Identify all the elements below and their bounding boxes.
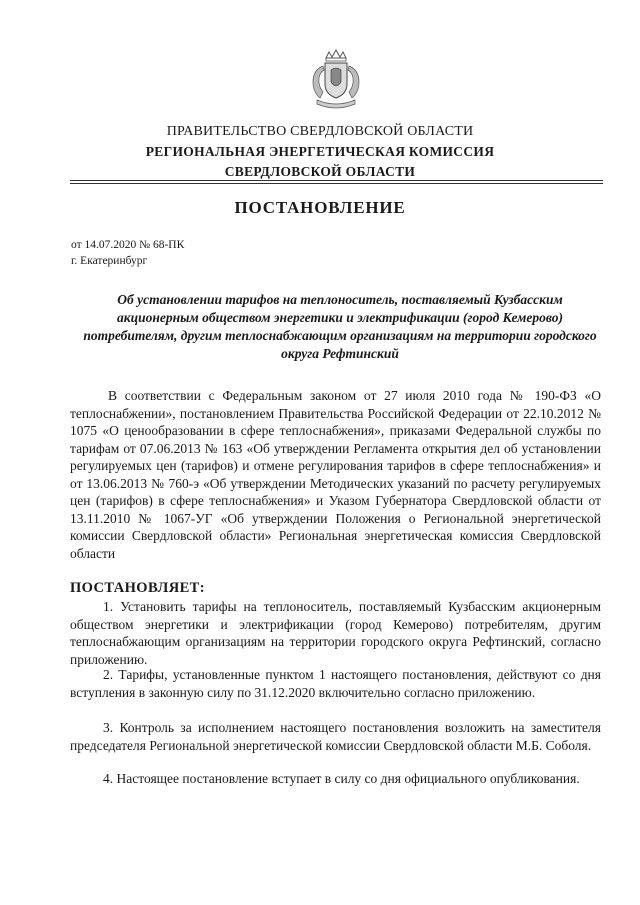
document-date-number: от 14.07.2020 № 68-ПК <box>71 239 185 251</box>
document-type-title: ПОСТАНОВЛЕНИЕ <box>234 198 406 217</box>
coat-of-arms-icon <box>303 48 369 114</box>
decree-item-4: 4. Настоящее постановление вступает в силу со дня официального опубликования. <box>103 771 580 786</box>
decree-item-1: 1. Установить тарифы на теплоноситель, поставляемый Кузбасским акционерным обществом энергетики и электрификации (город Кемерово) потребителям, другим теплоснабжающим организациям на территории городского округа Рефтинский, согласно приложению. <box>70 599 601 667</box>
header-divider-thin-2 <box>70 183 603 184</box>
decree-item-2: 2. Тарифы, установленные пунктом 1 настоящего постановления, действуют со дня вступления в законную силу по 31.12.2020 включительно согласно приложению. <box>70 667 601 700</box>
commission-name-line1: РЕГИОНАЛЬНАЯ ЭНЕРГЕТИЧЕСКАЯ КОМИССИЯ <box>145 144 495 159</box>
decree-item-3: 3. Контроль за исполнением настоящего постановления возложить на заместителя председателя Региональной энергетической комиссии Свердловской области М.Б. Соболя. <box>70 720 601 753</box>
header-divider-thin <box>70 180 603 181</box>
commission-name-line2: СВЕРДЛОВСКОЙ ОБЛАСТИ <box>224 164 416 179</box>
document-subject: Об установлении тарифов на теплоноситель, поставляемый Кузбасским акционерным обществом энергетики и электрификации (город Кемерово) потребителям, другим теплоснабжающим организациям на территории городского округа Рефтинский <box>83 292 597 361</box>
preamble-paragraph: В соответствии с Федеральным законом от 27 июля 2010 года № 190-ФЗ «О теплоснабжении», постановлением Правительства Российской Федерации от 22.10.2012 № 1075 «О ценообразовании в сфере теплоснабжения», приказами Федеральной службы по тарифам от 07.06.2013 № 163 «Об утверждении Регламента открытия дел об установлении регулируемых цен (тарифов) и отмене регулирования тарифов в сфере теплоснабжения» и от 13.06.2013 № 760-э «Об утверждении Методических указаний по расчету регулируемых цен (тарифов) в сфере теплоснабжения» и Указом Губернатора Свердловской области от 13.11.2010 № 1067-УГ «Об утверждении Положения о Региональной энергетической комиссии Свердловской области» Региональная энергетическая комиссия Свердловской области <box>70 388 601 561</box>
government-name: ПРАВИТЕЛЬСТВО СВЕРДЛОВСКОЙ ОБЛАСТИ <box>166 124 474 139</box>
decree-heading: ПОСТАНОВЛЯЕТ: <box>70 580 205 596</box>
document-city: г. Екатеринбург <box>71 255 148 267</box>
